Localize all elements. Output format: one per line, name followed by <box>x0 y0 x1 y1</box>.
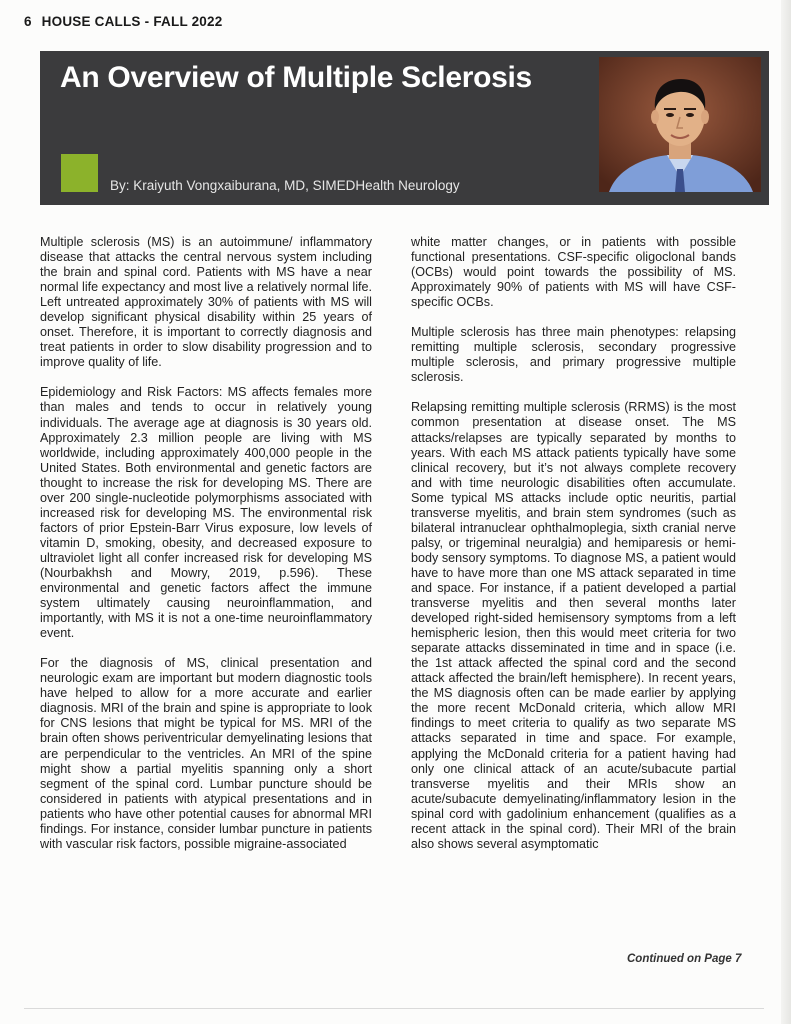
article-paragraph: For the diagnosis of MS, clinical presentation and neurologic exam are important but modern diagnostic tools have helped to allow for a more accurate and earlier diagnosis. MRI of the brain and spine is appropriate to look for CNS lesions that might be typical for MS. MRI of the brain often shows periventricular demyelinating lesions that are perpendicular to the ventricles. An MRI of the spine might show a partial myelitis spanning only a short segment of the spinal cord. Lumbar puncture should be considered in patients with atypical presentations and in patients who have other potential causes for abnormal MRI findings. For instance, consider lumbar puncture in patients with vascular risk factors, possible migraine-associated <box>40 656 372 851</box>
accent-square <box>61 154 98 192</box>
article-paragraph: Multiple sclerosis (MS) is an autoimmune/ inflammatory disease that attacks the central nervous system including the brain and spinal cord. Patients with MS have a near normal life expectancy and most live a relatively normal life. Left untreated approximately 30% of patients with MS will develop significant physical disability within 25 years of onset. Therefore, it is important to correctly diagnosis and treat patients in order to slow disability progression and to improve quality of life. <box>40 235 372 370</box>
issue-name: FALL 2022 <box>153 14 223 29</box>
article-column-right <box>411 235 736 867</box>
publication-name: HOUSE CALLS <box>41 14 141 29</box>
article-paragraph: Relapsing remitting multiple sclerosis (RRMS) is the most common presentation at disease onset. The MS attacks/relapses are typically separated by months to years. With each MS attack patients typically have some clinical recovery, but it’s not always complete recovery and with time neurologic disabilities often accumulate. Some typical MS attacks include optic neuritis, partial transverse myelitis, and brain stem syndromes (such as bilateral intranuclear ophthalmoplegia, sixth cranial nerve palsy, or trigeminal neuralgia) and hemiparesis or hemi-body sensory symptoms. To diagnose MS, a patient would have to have more than one MS attack separated in time and space. For instance, if a patient developed a partial transverse myelitis and then several months later developed right-sided hemisensory symptoms from a left hemispheric lesion, then this would meet criteria for two separate attacks disseminated in time and in space (i.e. the 1st attack affected the spinal cord and the second attack affected the brain/left hemisphere). In recent years, the MS diagnosis often can be made earlier by applying the more recent McDonald criteria, which allow MRI findings to meet criteria to qualify as two separate MS attacks separated in time and space. For example, applying the McDonald criteria for a patient having had only one clinical attack of an acute/subacute partial transverse myelitis and their MRIs show an acute/subacute demyelinating/inflammatory lesion in the spinal cord with gadolinium enhancement (qualifies as a recent attack in the spinal cord). Their MRI of the brain also shows several asymptomatic <box>411 400 736 851</box>
article-paragraph: Epidemiology and Risk Factors: MS affects females more than males and tends to occur in relatively young individuals. The average age at diagnosis is 30 years old. Approximately 2.3 million people are living with MS worldwide, including approximately 400,000 people in the United States. Both environmental and genetic factors are thought to increase the risk for developing MS. There are over 200 single-nucleotide polymorphisms associated with increased risk for developing MS. The environmental risk factors of prior Epstein-Barr Virus exposure, low levels of vitamin D, smoking, obesity, and decreased exposure to ultraviolet light all confer increased risk for developing MS (Nourbakhsh and Mowry, 2019, p.596). These environmental and genetic factors affect the immune system ultimately causing neuroinflammation, and importantly, with MS it is not a one-time neuroinflammatory event. <box>40 385 372 641</box>
continued-note: Continued on Page 7 <box>627 953 742 965</box>
header-separator: - <box>144 14 150 29</box>
article-paragraph: white matter changes, or in patients with possible functional presentations. CSF-specific oligoclonal bands (OCBs) would point towards the possibility of MS. Approximately 90% of patients with MS will have CSF-specific OCBs. <box>411 235 736 310</box>
page-number: 6 <box>24 14 32 29</box>
article-column-left <box>40 235 372 867</box>
author-portrait <box>599 57 761 192</box>
article-banner <box>40 51 769 205</box>
running-header <box>24 14 222 29</box>
footer-divider <box>24 1008 764 1009</box>
page-edge-shadow <box>781 0 791 1024</box>
article-byline: By: Kraiyuth Vongxaiburana, MD, SIMEDHealth Neurology <box>110 178 460 193</box>
article-paragraph: Multiple sclerosis has three main phenotypes: relapsing remitting multiple sclerosis, secondary progressive multiple sclerosis, and primary progressive multiple sclerosis. <box>411 325 736 385</box>
article-title: An Overview of Multiple Sclerosis <box>60 61 532 94</box>
